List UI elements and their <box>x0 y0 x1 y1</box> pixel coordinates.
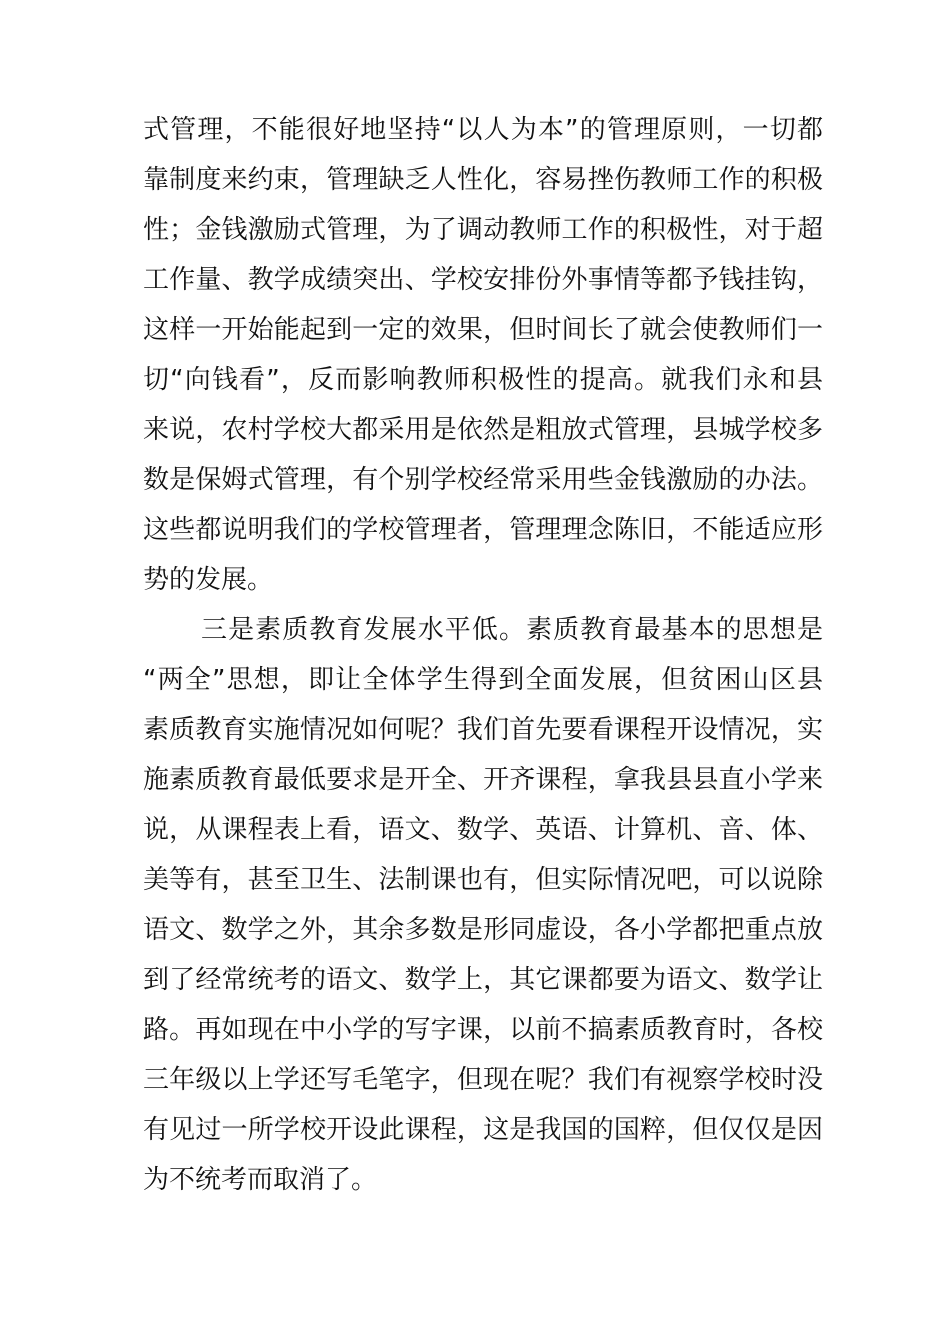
text-line: 势的发展。 <box>143 565 274 595</box>
text-line: 工作量、教学成绩突出、学校安排份外事情等都予钱挂钩， <box>143 265 823 295</box>
paragraph-management <box>143 105 823 605</box>
text-line: 这些都说明我们的学校管理者，管理理念陈旧，不能适应形 <box>143 515 823 545</box>
text-line: 性；金钱激励式管理，为了调动教师工作的积极性，对于超 <box>143 215 823 245</box>
text-line: 三是素质教育发展水平低。素质教育最基本的思想是 <box>201 615 823 645</box>
text-line: 到了经常统考的语文、数学上，其它课都要为语文、数学让 <box>143 965 823 995</box>
text-line: “两全”思想，即让全体学生得到全面发展，但贫困山区县 <box>143 665 823 695</box>
text-line: 说，从课程表上看，语文、数学、英语、计算机、音、体、 <box>143 815 823 845</box>
text-line: 有见过一所学校开设此课程，这是我国的国粹，但仅仅是因 <box>143 1115 823 1145</box>
paragraph-quality-education <box>143 605 823 1205</box>
text-line: 为不统考而取消了。 <box>143 1165 378 1195</box>
text-line: 靠制度来约束，管理缺乏人性化，容易挫伤教师工作的积极 <box>143 165 823 195</box>
text-line: 切“向钱看”，反而影响教师积极性的提高。就我们永和县 <box>143 365 823 395</box>
text-line: 这样一开始能起到一定的效果，但时间长了就会使教师们一 <box>143 315 823 345</box>
text-line: 素质教育实施情况如何呢？我们首先要看课程开设情况，实 <box>143 715 823 745</box>
text-line: 来说，农村学校大都采用是依然是粗放式管理，县城学校多 <box>143 415 823 445</box>
text-line: 路。再如现在中小学的写字课，以前不搞素质教育时，各校 <box>143 1015 823 1045</box>
text-line: 美等有，甚至卫生、法制课也有，但实际情况吧，可以说除 <box>143 865 823 895</box>
text-line: 式管理，不能很好地坚持“以人为本”的管理原则，一切都 <box>143 115 823 145</box>
text-line: 语文、数学之外，其余多数是形同虚设，各小学都把重点放 <box>143 915 823 945</box>
text-line: 三年级以上学还写毛笔字，但现在呢？我们有视察学校时没 <box>143 1065 823 1095</box>
text-line: 施素质教育最低要求是开全、开齐课程，拿我县县直小学来 <box>143 765 823 795</box>
text-line: 数是保姆式管理，有个别学校经常采用些金钱激励的办法。 <box>143 465 823 495</box>
document-page <box>143 105 823 1205</box>
